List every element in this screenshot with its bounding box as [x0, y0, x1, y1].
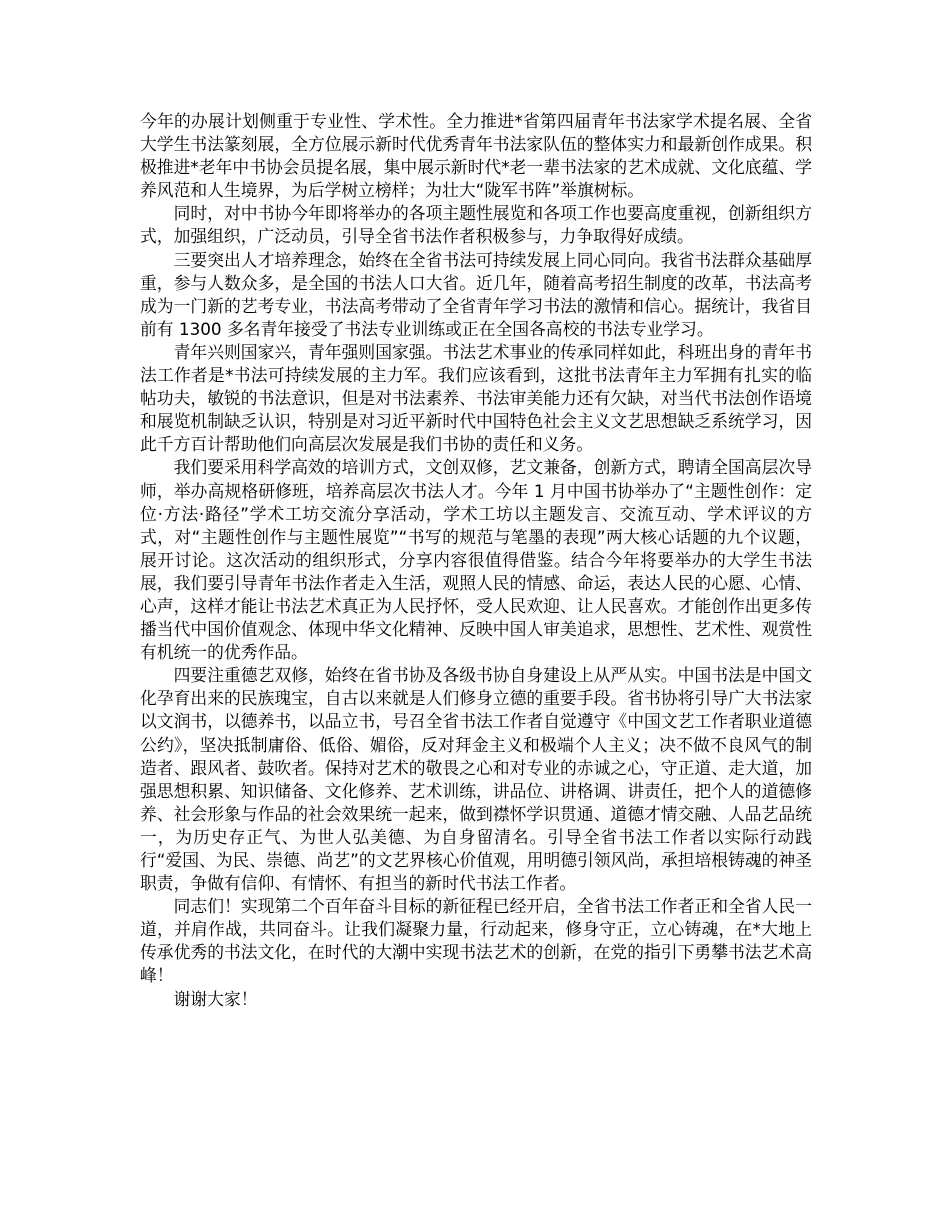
paragraph-talent-cultivation: 三要突出人才培养理念，始终在全省书法可持续发展上同心同向。我省书法群众基础厚重，参与人数众多，是全国的书法人口大省。近几年，随着高考招生制度的改革，书法高考成为一门新的艺考专业，书法高考带动了全省青年学习书法的激情和信心。据统计，我省目前有 1300 多名青年接受了书法专业训练或正在全国各高校的书法专业学习。: [140, 249, 812, 339]
document-body: [140, 110, 812, 1011]
paragraph-national-exhibitions: 同时，对中书协今年即将举办的各项主题性展览和各项工作也要高度重视，创新组织方式，加强组织，广泛动员，引导全省书法作者积极参与，力争取得好成绩。: [140, 203, 812, 247]
paragraph-thanks: 谢谢大家！: [173, 988, 258, 1009]
paragraph-exhibition-plan: 今年的办展计划侧重于专业性、学术性。全力推进*省第四届青年书法家学术提名展、全省大学生书法篆刻展，全方位展示新时代优秀青年书法家队伍的整体实力和最新创作成果。积极推进*老年中书协会员提名展，集中展示新时代*老一辈书法家的艺术成就、文化底蕴、学养风范和人生境界，为后学树立榜样；为壮大“陇军书阵”举旗树标。: [140, 111, 812, 201]
paragraph-training-methods: 我们要采用科学高效的培训方式，文创双修，艺文兼备，创新方式，聘请全国高层次导师，举办高规格研修班，培养高层次书法人才。今年 1 月中国书协举办了“主题性创作：定位·方法·路径”学术工坊交流分享活动，学术工坊以主题发言、交流互动、学术评议的方式，对“主题性创作与主题性展览”“书写的规范与笔墨的表现”两大核心话题的九个议题，展开讨论。这次活动的组织形式，分享内容很值得借鉴。结合今年将要举办的大学生书法展，我们要引导青年书法作者走入生活，观照人民的情感、命运，表达人民的心愿、心情、心声，这样才能让书法艺术真正为人民抒怀，受人民欢迎、让人民喜欢。才能创作出更多传播当代中国价值观念、体现中华文化精神、反映中国人审美追求，思想性、艺术性、观赏性有机统一的优秀作品。: [140, 457, 812, 663]
paragraph-youth-calligraphers: 青年兴则国家兴，青年强则国家强。书法艺术事业的传承同样如此，科班出身的青年书法工作者是*书法可持续发展的主力军。我们应该看到，这批书法青年主力军拥有扎实的临帖功夫，敏锐的书法意识，但是对书法素养、书法审美能力还有欠缺，对当代书法创作语境和展览机制缺乏认识，特别是对习近平新时代中国特色社会主义文艺思想缺乏系统学习，因此千方百计帮助他们向高层次发展是我们书协的责任和义务。: [140, 341, 812, 455]
paragraph-closing-call: 同志们！实现第二个百年奋斗目标的新征程已经开启，全省书法工作者正和全省人民一道，并肩作战，共同奋斗。让我们凝聚力量，行动起来，修身守正，立心铸魂，在*大地上传承优秀的书法文化，在时代的大潮中实现书法艺术的创新，在党的指引下勇攀书法艺术高峰！: [140, 896, 812, 986]
paragraph-moral-cultivation: 四要注重德艺双修，始终在省书协及各级书协自身建设上从严从实。中国书法是中国文化孕育出来的民族瑰宝，自古以来就是人们修身立德的重要手段。省书协将引导广大书法家以文润书，以德养书，以品立书，号召全省书法工作者自觉遵守《中国文艺工作者职业道德公约》，坚决抵制庸俗、低俗、媚俗，反对拜金主义和极端个人主义；决不做不良风气的制造者、跟风者、鼓吹者。保持对艺术的敬畏之心和对专业的赤诚之心，守正道、走大道，加强思想积累、知识储备、文化修养、艺术训练，讲品位、讲格调、讲责任，把个人的道德修养、社会形象与作品的社会效果统一起来，做到襟怀学识贯通、道德才情交融、人品艺品统一，为历史存正气、为世人弘美德、为自身留清名。引导全省书法工作者以实际行动践行“爱国、为民、崇德、尚艺”的文艺界核心价值观，用明德引领风尚，承担培根铸魂的神圣职责，争做有信仰、有情怀、有担当的新时代书法工作者。: [140, 665, 812, 894]
